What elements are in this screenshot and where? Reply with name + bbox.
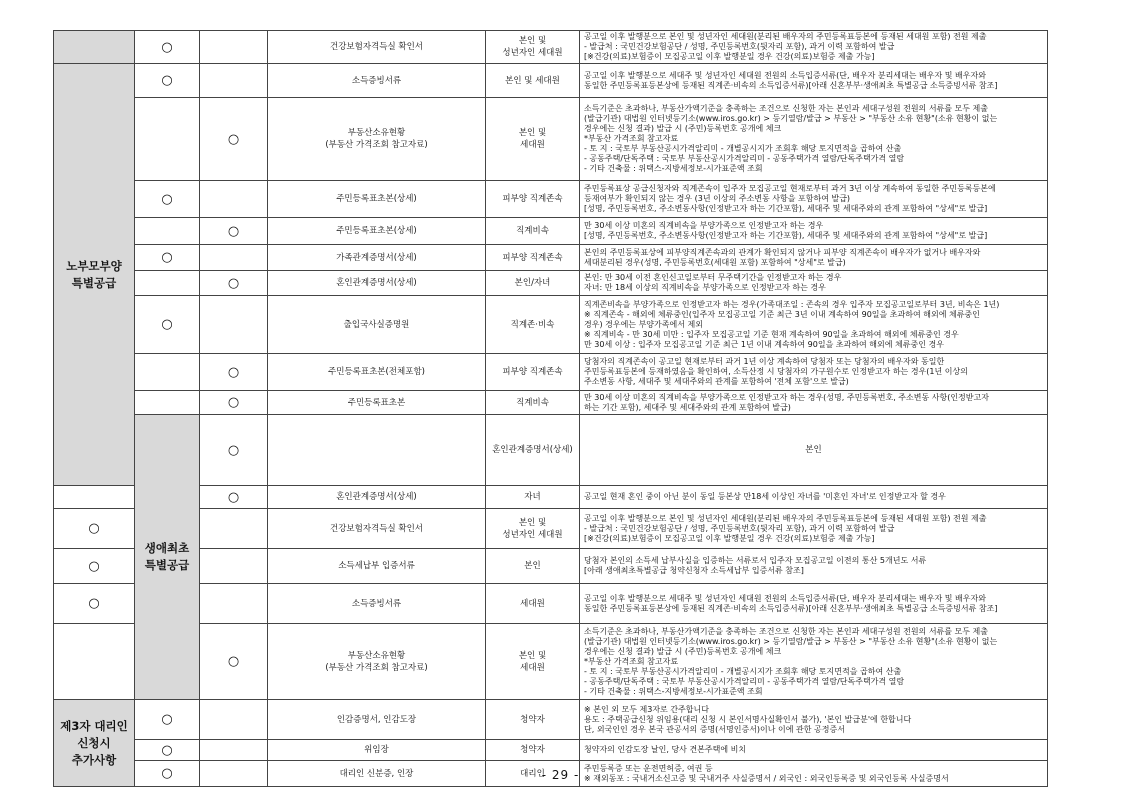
mark-cell-b: ○ xyxy=(200,486,268,509)
document-name: 인감증명서, 인감도장 xyxy=(268,700,486,740)
submission-target: 세대원 xyxy=(486,584,580,624)
document-note: 직계존비속을 부양가족으로 인정받고자 하는 경우(가족대조일 : 존속의 경우 입주자 모집공고일로부터 3년, 비속은 1년) ※ 직계존속 - 해외에 체류중인(입주자 모집공고일 기준 최근 3년 이내 계속하여 90일을 초과하여 해외에 체류중인 경우) 경우에는 부양가족에서 제외 ※ 직계비속 - 만 30세 미만 : 입주자 모집공고일 기준 현재 계속하여 90일을 초과하여 해외에 체류중인 경우 만 30세 이상 : 입주자 모집공고일 기준 최근 1년 이내 계속하여 90일을 초과하여 해외에 체류중인 경우 xyxy=(580,296,1048,354)
mark-cell-a xyxy=(135,98,200,181)
document-note: 주민등록증 또는 운전면허증, 여권 등 ※ 재외동포 : 국내거소신고증 및 국내거주 사실증명서 / 외국인 : 외국인등록증 및 외국인등록 사실증명서 xyxy=(580,761,1048,787)
mark-cell-a xyxy=(135,354,200,391)
category-cell-continued xyxy=(54,31,135,64)
document-note: 공고일 이후 발행분으로 본인 및 성년자인 세대원(분리된 배우자의 주민등록표등본에 등재된 세대원 포함) 전원 제출 - 발급처 : 국민건강보험공단 / 성명, 주민등록번호(뒷자리 포함), 과거 이력 포함하여 발급 [※건강(의료)보험증이 모집공고일 이후 발행분일 경우 건강(의료)보험증 제출 가능] xyxy=(580,31,1048,64)
submission-target: 청약자 xyxy=(486,740,580,761)
mark-cell-b xyxy=(200,245,268,271)
mark-cell-b: ○ xyxy=(200,391,268,415)
document-note: 소득기준은 초과하나, 부동산가액기준을 충족하는 조건으로 신청한 자는 본인과 세대구성원 전원의 서류를 모두 제출 (발급기관) 대법원 인터넷등기소(www.iros.go.kr) > 등기열람/발급 > 부동산 > "부동산 소유 현황"(소유 현황이 없는 경우에는 신청 결과) 발급 시 (주민)등록번호 공개에 체크 *부동산 가격조회 참고자료 - 토 지 : 국토부 부동산공시가격알리미 - 개별공시지가 조회후 해당 토지면적을 곱하여 산출 - 공동주택/단독주택 : 국토부 부동산공시가격알리미 - 공동주택가격 열람/단독주택가격 열람 - 기타 건축물 : 위택스-지방세정보-시가표준액 조회 xyxy=(580,624,1048,700)
mark-cell-b xyxy=(200,181,268,218)
submission-target: 본인 xyxy=(486,549,580,584)
category-cell: 생애최초 특별공급 xyxy=(135,415,200,700)
submission-target: 자녀 xyxy=(486,486,580,509)
mark-cell-b xyxy=(200,296,268,354)
table-row xyxy=(54,271,1048,296)
document-note: 소득기준은 초과하나, 부동산가액기준을 충족하는 조건으로 신청한 자는 본인과 세대구성원 전원의 서류를 모두 제출 (발급기관) 대법원 인터넷등기소(www.iros.go.kr) > 등기열람/발급 > 부동산 > "부동산 소유 현황"(소유 현황이 없는 경우에는 신청 결과) 발급 시 (주민)등록번호 공개에 체크 *부동산 가격조회 참고자료 - 토 지 : 국토부 부동산공시가격알리미 - 개별공시지가 조회후 해당 토지면적을 곱하여 산출 - 공동주택/단독주택 : 국토부 부동산공시가격알리미 - 공동주택가격 열람/단독주택가격 열람 - 기타 건축물 : 위택스-지방세정보-시가표준액 조회 xyxy=(580,98,1048,181)
submission-target: 직계비속 xyxy=(486,218,580,245)
submission-target: 청약자 xyxy=(486,700,580,740)
table-row xyxy=(54,549,1048,584)
document-note: 공고일 이후 발행분으로 세대주 및 성년자인 세대원 전원의 소득입증서류(단, 배우자 분리세대는 배우자 및 배우자와 동일한 주민등록표등본상에 등재된 직계존·비속의 소득입증서류)[아래 신혼부부·생애최초 특별공급 소득증빙서류 참조] xyxy=(580,584,1048,624)
document-note: 만 30세 이상 미혼의 직계비속을 부양가족으로 인정받고자 하는 경우(성명, 주민등록번호, 주소변동 사항(인정받고자 하는 기간 포함), 세대주 및 세대주와의 관계 포함하여 발급) xyxy=(580,391,1048,415)
mark-cell-b xyxy=(200,549,268,584)
mark-cell-a: ○ xyxy=(135,761,200,787)
document-name: 주민등록표초본(상세) xyxy=(268,218,486,245)
mark-cell-b: ○ xyxy=(200,98,268,181)
table-row xyxy=(54,509,1048,549)
mark-cell-a: ○ xyxy=(200,415,268,486)
document-name: 소득세납부 입증서류 xyxy=(268,549,486,584)
document-note: 공고일 이후 발행분으로 세대주 및 성년자인 세대원 전원의 소득입증서류(단, 배우자 분리세대는 배우자 및 배우자와 동일한 주민등록표등본상에 등재된 직계존·비속의 소득입증서류)[아래 신혼부부·생애최초 특별공급 소득증빙서류 참조] xyxy=(580,64,1048,98)
page-number: - 29 - xyxy=(541,768,580,782)
category-cell: 노부모부양 특별공급 xyxy=(54,64,135,486)
mark-cell-b xyxy=(200,740,268,761)
document-name: 위임장 xyxy=(268,740,486,761)
document-name: 주민등록표초본 xyxy=(268,391,486,415)
document-note: 공고일 이후 발행분으로 본인 및 성년자인 세대원(분리된 배우자의 주민등록표등본에 등재된 세대원 포함) 전원 제출 - 발급처 : 국민건강보험공단 / 성명, 주민등록번호(뒷자리 포함), 과거 이력 포함하여 발급 [※건강(의료)보험증이 모집공고일 이후 발행분일 경우 건강(의료)보험증 제출 가능] xyxy=(580,509,1048,549)
table-row xyxy=(54,700,1048,740)
document-name: 가족관계증명서(상세) xyxy=(268,245,486,271)
table-row xyxy=(54,98,1048,181)
submission-target: 본인 및 성년자인 세대원 xyxy=(486,509,580,549)
document-name: 건강보험자격득실 확인서 xyxy=(268,31,486,64)
table-row xyxy=(54,354,1048,391)
mark-cell-a xyxy=(54,624,135,700)
required-documents-table xyxy=(53,30,1048,787)
mark-cell-b xyxy=(200,64,268,98)
mark-cell-a: ○ xyxy=(135,64,200,98)
document-name: 부동산소유현황 (부동산 가격조회 참고자료) xyxy=(268,624,486,700)
mark-cell-b xyxy=(200,509,268,549)
table-row xyxy=(54,740,1048,761)
document-name: 대리인 신분증, 인장 xyxy=(268,761,486,787)
table-row xyxy=(54,296,1048,354)
document-note: 주민등록표상 공급신청자와 직계존속이 입주자 모집공고일 현재로부터 과거 3년 이상 계속하여 동일한 주민등록등본에 등재여부가 확인되지 않는 경우 (3년 이상의 주소변동 사항을 포함하여 발급) [성명, 주민등록번호, 주소변동사항(인정받고자 하는 기간포함), 세대주 및 세대주와의 관계 포함하여 "상세"로 발급] xyxy=(580,181,1048,218)
submission-target: 본인/자녀 xyxy=(486,271,580,296)
table-row xyxy=(54,31,1048,64)
table-row xyxy=(54,486,1048,509)
table-row xyxy=(54,624,1048,700)
submission-target: 피부양 직계존속 xyxy=(486,181,580,218)
category-cell: 제3자 대리인 신청시 추가사항 xyxy=(54,700,135,787)
mark-cell-a: ○ xyxy=(54,509,135,549)
document-name: 부동산소유현황 (부동산 가격조회 참고자료) xyxy=(268,98,486,181)
mark-cell-a: ○ xyxy=(135,700,200,740)
submission-target: 대리인 xyxy=(486,761,580,787)
submission-target: 피부양 직계존속 xyxy=(486,245,580,271)
submission-target: 본인 및 세대원 xyxy=(486,624,580,700)
mark-cell-b xyxy=(200,584,268,624)
document-note: 당첨자의 직계존속이 공고일 현재로부터 과거 1년 이상 계속하여 당첨자 또는 당첨자의 배우자와 동일한 주민등록표등본에 등재하였음을 확인하여, 소득산정 시 당첨자의 가구원수로 인정받고자 하는 경우(1년 이상의 주소변동 사항, 세대주 및 세대주와의 관계를 포함하여 '전체 포함'으로 발급) xyxy=(580,354,1048,391)
table-row xyxy=(54,415,1048,486)
submission-target: 직계비속 xyxy=(486,391,580,415)
table-row xyxy=(54,181,1048,218)
document-name: 혼인관계증명서(상세) xyxy=(268,486,486,509)
mark-cell-a: ○ xyxy=(54,549,135,584)
document-note: 본인의 주민등록표상에 피부양직계존속과의 관계가 확인되지 않거나 피부양 직계존속이 배우자가 없거나 배우자와 세대분리된 경우(성명, 주민등록번호(세대원 포함) 포함하여 "상세"로 발급) xyxy=(580,245,1048,271)
submission-target: 직계존·비속 xyxy=(486,296,580,354)
document-name: 주민등록표초본(상세) xyxy=(268,181,486,218)
document-name: 주민등록표초본(전체포함) xyxy=(268,354,486,391)
table-row xyxy=(54,64,1048,98)
document-note: 청약자의 인감도장 날인, 당사 견본주택에 비치 xyxy=(580,740,1048,761)
mark-cell-b: ○ xyxy=(200,271,268,296)
submission-target: 본인 및 성년자인 세대원 xyxy=(486,31,580,64)
mark-cell-a: ○ xyxy=(135,740,200,761)
document-name: 소득증빙서류 xyxy=(268,64,486,98)
mark-cell-b xyxy=(268,415,486,486)
table-row xyxy=(54,584,1048,624)
table-row xyxy=(54,391,1048,415)
mark-cell-b: ○ xyxy=(200,354,268,391)
table-row xyxy=(54,245,1048,271)
mark-cell-a: ○ xyxy=(135,181,200,218)
mark-cell-a: ○ xyxy=(135,296,200,354)
mark-cell-b xyxy=(200,31,268,64)
mark-cell-a xyxy=(135,391,200,415)
mark-cell-a xyxy=(135,271,200,296)
mark-cell-a xyxy=(135,218,200,245)
document-name: 소득증빙서류 xyxy=(268,584,486,624)
mark-cell-a: ○ xyxy=(135,245,200,271)
document-name: 혼인관계증명서(상세) xyxy=(268,271,486,296)
mark-cell-b xyxy=(200,700,268,740)
document-note: ※ 본인 외 모두 제3자로 간주합니다 용도 : 주택공급신청 위임용(대리 신청 시 본인서명사실확인서 불가), '본인 발급분'에 한합니다 단, 외국인인 경우 본국 관공서의 증명(서명인증서)이나 이에 관한 공정증서 xyxy=(580,700,1048,740)
mark-cell-a xyxy=(54,486,135,509)
document-note: 당첨자 본인의 소득세 납부사실을 입증하는 서류로서 입주자 모집공고일 이전의 통산 5개년도 서류 [아래 생애최초특별공급 청약신청자 소득세납부 입증서류 참조] xyxy=(580,549,1048,584)
document-note: 만 30세 이상 미혼의 직계비속을 부양가족으로 인정받고자 하는 경우 [성명, 주민등록번호, 주소변동사항(인정받고자 하는 기간포함), 세대주 및 세대주와의 관계 포함하여 "상세"로 발급] xyxy=(580,218,1048,245)
document-name: 건강보험자격득실 확인서 xyxy=(268,509,486,549)
document-note: 본인: 만 30세 이전 혼인신고일로부터 무주택기간을 인정받고자 하는 경우 자녀: 만 18세 이상의 직계비속을 부양가족으로 인정받고자 하는 경우 xyxy=(580,271,1048,296)
submission-target: 본인 및 세대원 xyxy=(486,98,580,181)
mark-cell-a: ○ xyxy=(135,31,200,64)
table-row xyxy=(54,218,1048,245)
document-name: 혼인관계증명서(상세) xyxy=(486,415,580,486)
mark-cell-a: ○ xyxy=(54,584,135,624)
mark-cell-b: ○ xyxy=(200,218,268,245)
submission-target: 피부양 직계존속 xyxy=(486,354,580,391)
submission-target: 본인 xyxy=(580,415,1048,486)
document-name: 출입국사실증명원 xyxy=(268,296,486,354)
mark-cell-b: ○ xyxy=(200,624,268,700)
submission-target: 본인 및 세대원 xyxy=(486,64,580,98)
document-note: 공고일 현재 혼인 중이 아닌 분이 동일 등본상 만18세 이상인 자녀를 '미혼인 자녀'로 인정받고자 할 경우 xyxy=(580,486,1048,509)
